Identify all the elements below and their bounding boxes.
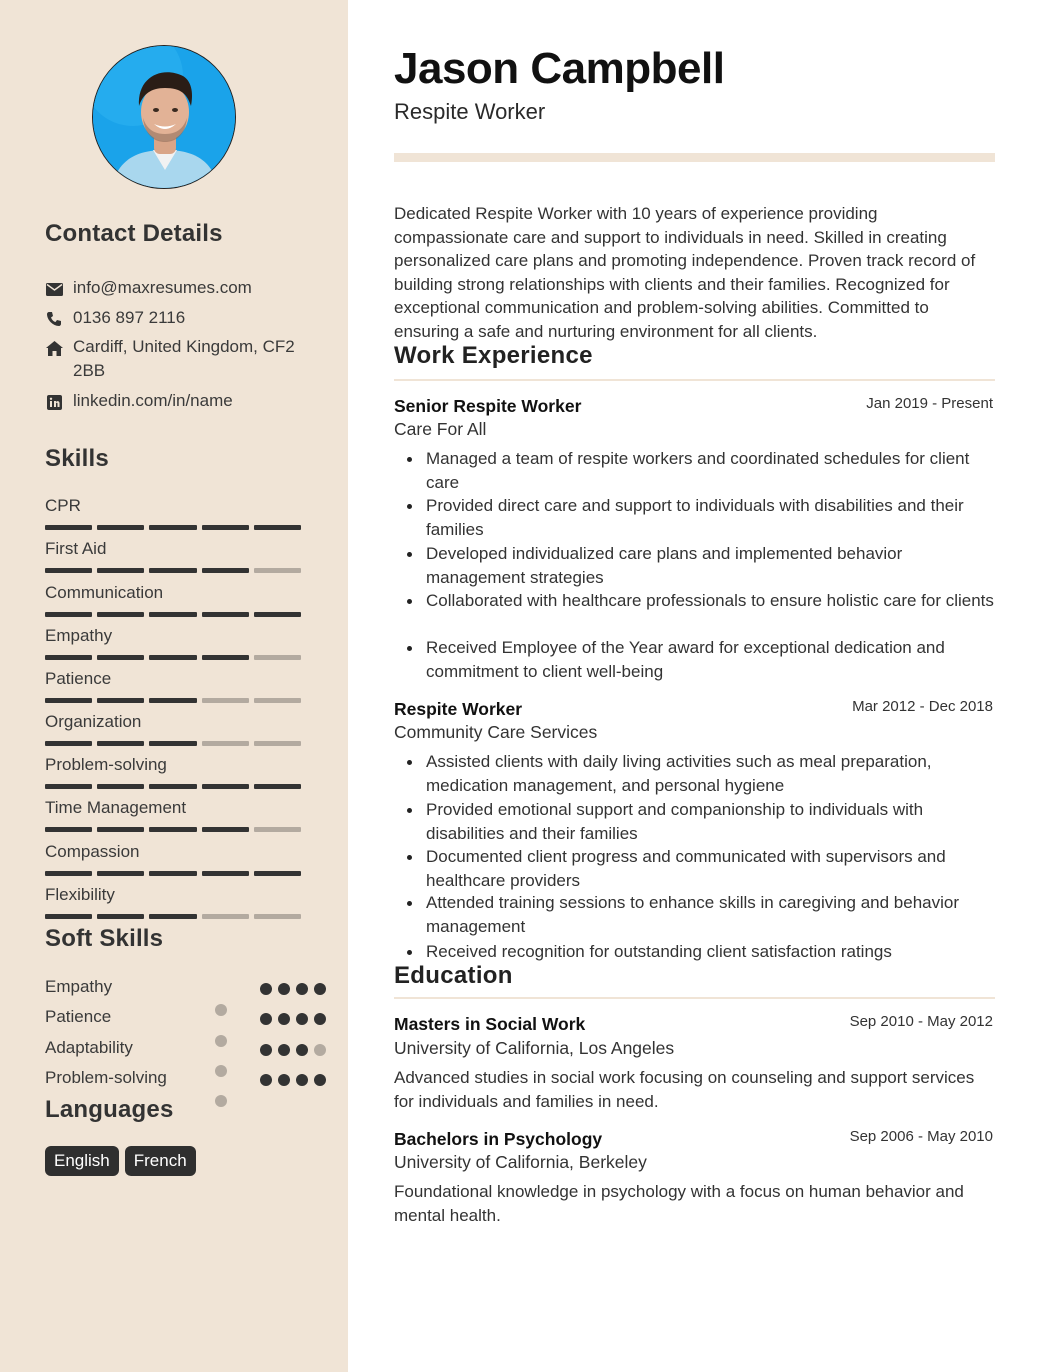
job-bullet: Received Employee of the Year award for exceptional dedication and commitment to client well-being: [426, 636, 998, 683]
rating-dot: [278, 1013, 290, 1025]
skill-level-segment: [202, 698, 249, 703]
rating-dot-overflow: [215, 1095, 227, 1107]
rating-dot-overflow: [215, 1035, 227, 1047]
skill-item: [45, 495, 301, 517]
job-bullet: Received recognition for outstanding client satisfaction ratings: [426, 940, 998, 964]
job-bullet: Provided direct care and support to individuals with disabilities and their families: [426, 494, 998, 541]
skill-level-segment: [97, 784, 144, 789]
skill-level-segment: [254, 612, 301, 617]
skill-item: [45, 884, 301, 906]
skill-level-segment: [202, 741, 249, 746]
skill-level-segment: [149, 698, 196, 703]
skill-level-bar: [45, 698, 301, 703]
job-dates: Mar 2012 - Dec 2018: [852, 698, 993, 715]
skill-level-segment: [45, 914, 92, 919]
skill-level-bar: [45, 655, 301, 660]
soft-skill-rating: [260, 1074, 326, 1086]
profile-photo: [92, 45, 236, 189]
soft-skill-name: Empathy: [45, 977, 113, 996]
skill-level-segment: [202, 827, 249, 832]
skill-level-segment: [97, 741, 144, 746]
language-badge: English: [45, 1146, 119, 1176]
skill-level-segment: [97, 525, 144, 530]
job-company: Care For All: [394, 419, 487, 439]
job-title: Senior Respite Worker: [394, 396, 582, 416]
skill-level-segment: [202, 568, 249, 573]
skill-item: [45, 711, 301, 733]
skill-level-segment: [45, 741, 92, 746]
education-description: Advanced studies in social work focusing on counseling and support services for individuals and families in need.: [394, 1068, 975, 1111]
job-company: Community Care Services: [394, 722, 598, 742]
skill-level-segment: [97, 827, 144, 832]
skill-level-segment: [45, 698, 92, 703]
job-dates: Jan 2019 - Present: [866, 395, 993, 412]
skill-item: [45, 841, 301, 863]
job-bullet: Assisted clients with daily living activities such as meal preparation, medication management, and personal hygiene: [426, 750, 998, 797]
rating-dot: [260, 983, 272, 995]
skill-level-segment: [97, 568, 144, 573]
skill-level-segment: [254, 568, 301, 573]
main-content: [348, 0, 1040, 1372]
skill-level-bar: [45, 525, 301, 530]
portrait-image: [93, 46, 236, 189]
skill-level-segment: [149, 612, 196, 617]
skill-level-segment: [254, 827, 301, 832]
work-experience-heading: Work Experience: [394, 342, 593, 369]
skill-level-segment: [254, 525, 301, 530]
candidate-title: Respite Worker: [394, 99, 546, 124]
skill-level-segment: [149, 827, 196, 832]
summary-text: Dedicated Respite Worker with 10 years of experience providing compassionate care and support to individuals in need. Skilled in creating personalized care plans and promoting independence. Proven track record of building strong relationships with clients and their families. Recognized for exceptional communication and problem-solving abilities. Committed to ensuring a safe and nurturing environment for all clients.: [394, 204, 976, 341]
candidate-name: Jason Campbell: [394, 44, 725, 93]
address-text: Cardiff, United Kingdom, CF2 2BB: [73, 337, 295, 380]
skill-name: Compassion: [45, 842, 140, 861]
skill-level-bar: [45, 871, 301, 876]
education-description: Foundational knowledge in psychology with a focus on human behavior and mental health.: [394, 1182, 964, 1225]
skill-level-segment: [149, 914, 196, 919]
linkedin-icon: [45, 393, 63, 411]
soft-skill-item: [45, 976, 295, 998]
languages-list: [45, 1146, 196, 1176]
soft-skill-rating: [260, 983, 326, 995]
envelope-icon: [45, 280, 63, 298]
skill-level-segment: [254, 784, 301, 789]
home-icon: [45, 339, 63, 357]
rating-dot: [296, 983, 308, 995]
soft-skill-name: Problem-solving: [45, 1068, 167, 1087]
languages-heading: Languages: [45, 1096, 174, 1123]
skill-level-segment: [149, 871, 196, 876]
soft-skills-heading: Soft Skills: [45, 925, 164, 952]
rating-dot: [260, 1074, 272, 1086]
rating-dot-overflow: [215, 1065, 227, 1077]
job-bullet: Documented client progress and communicated with supervisors and healthcare providers: [426, 845, 998, 892]
rating-dot: [314, 983, 326, 995]
skill-level-segment: [254, 914, 301, 919]
skill-level-segment: [97, 655, 144, 660]
job-bullet: Managed a team of respite workers and coordinated schedules for client care: [426, 447, 998, 494]
rating-dot-overflow: [215, 1004, 227, 1016]
rating-dot: [260, 1013, 272, 1025]
skill-item: [45, 668, 301, 690]
sidebar: [0, 0, 348, 1372]
skill-level-segment: [97, 698, 144, 703]
skill-level-segment: [149, 741, 196, 746]
skill-level-segment: [45, 612, 92, 617]
skill-name: CPR: [45, 496, 81, 515]
skill-level-bar: [45, 612, 301, 617]
skill-level-segment: [149, 784, 196, 789]
skill-level-segment: [149, 525, 196, 530]
soft-skill-rating: [260, 1044, 326, 1056]
education-dates: Sep 2010 - May 2012: [849, 1013, 993, 1030]
skill-name: Organization: [45, 712, 142, 731]
job-bullet: Collaborated with healthcare professionals to ensure holistic care for clients: [426, 589, 998, 613]
skill-level-segment: [45, 784, 92, 789]
skill-level-bar: [45, 827, 301, 832]
skill-level-segment: [202, 612, 249, 617]
skill-level-bar: [45, 741, 301, 746]
rating-dot: [260, 1044, 272, 1056]
skill-level-segment: [202, 784, 249, 789]
degree-title: Bachelors in Psychology: [394, 1129, 603, 1149]
rating-dot: [278, 1044, 290, 1056]
skill-level-segment: [254, 655, 301, 660]
skill-level-segment: [254, 741, 301, 746]
skill-item: [45, 625, 301, 647]
school-name: University of California, Berkeley: [394, 1152, 647, 1172]
rating-dot: [314, 1013, 326, 1025]
rating-dot: [296, 1044, 308, 1056]
skill-level-segment: [45, 827, 92, 832]
rating-dot: [296, 1074, 308, 1086]
education-heading: Education: [394, 962, 513, 989]
section-divider: [394, 997, 995, 999]
skill-level-segment: [254, 871, 301, 876]
job-bullet: Provided emotional support and companionship to individuals with disabilities and their families: [426, 798, 998, 845]
contact-heading: Contact Details: [45, 220, 223, 247]
section-divider: [394, 379, 995, 381]
education-dates: Sep 2006 - May 2010: [849, 1128, 993, 1145]
skill-level-bar: [45, 568, 301, 573]
skill-item: [45, 797, 301, 819]
skill-item: [45, 754, 301, 776]
skills-heading: Skills: [45, 445, 109, 472]
phone-text: 0136 897 2116: [73, 308, 186, 327]
skill-level-segment: [97, 914, 144, 919]
skill-level-segment: [254, 698, 301, 703]
skill-level-segment: [45, 655, 92, 660]
rating-dot: [278, 983, 290, 995]
skill-level-segment: [45, 525, 92, 530]
skill-item: [45, 538, 301, 560]
soft-skill-item: [45, 1067, 295, 1089]
skill-name: Time Management: [45, 798, 187, 817]
skill-name: Patience: [45, 669, 112, 688]
rating-dot: [296, 1013, 308, 1025]
header-divider: [394, 153, 995, 162]
skill-level-segment: [202, 914, 249, 919]
language-badge: French: [125, 1146, 196, 1176]
skill-level-segment: [97, 612, 144, 617]
rating-dot: [278, 1074, 290, 1086]
skill-level-segment: [149, 568, 196, 573]
skill-level-bar: [45, 784, 301, 789]
rating-dot: [314, 1074, 326, 1086]
phone-icon: [45, 310, 63, 328]
linkedin-text: linkedin.com/in/name: [73, 391, 233, 410]
skill-name: Problem-solving: [45, 755, 167, 774]
job-bullet: Developed individualized care plans and implemented behavior management strategies: [426, 542, 998, 589]
skill-level-segment: [97, 871, 144, 876]
skill-level-segment: [202, 871, 249, 876]
skill-level-segment: [45, 568, 92, 573]
skill-name: Communication: [45, 583, 164, 602]
skill-level-segment: [45, 871, 92, 876]
rating-dot: [314, 1044, 326, 1056]
soft-skill-name: Adaptability: [45, 1038, 133, 1057]
skill-name: First Aid: [45, 539, 107, 558]
skill-level-bar: [45, 914, 301, 919]
skill-name: Empathy: [45, 626, 113, 645]
skill-level-segment: [202, 655, 249, 660]
email-text: info@maxresumes.com: [73, 278, 252, 297]
degree-title: Masters in Social Work: [394, 1014, 586, 1034]
soft-skill-rating: [260, 1013, 326, 1025]
soft-skill-name: Patience: [45, 1007, 112, 1026]
skill-item: [45, 582, 301, 604]
job-bullet: Attended training sessions to enhance skills in caregiving and behavior management: [426, 891, 998, 938]
skill-level-segment: [149, 655, 196, 660]
skill-name: Flexibility: [45, 885, 115, 904]
soft-skill-item: [45, 1037, 295, 1059]
job-title: Respite Worker: [394, 699, 523, 719]
school-name: University of California, Los Angeles: [394, 1038, 675, 1058]
soft-skill-item: [45, 1006, 295, 1028]
skill-level-segment: [202, 525, 249, 530]
